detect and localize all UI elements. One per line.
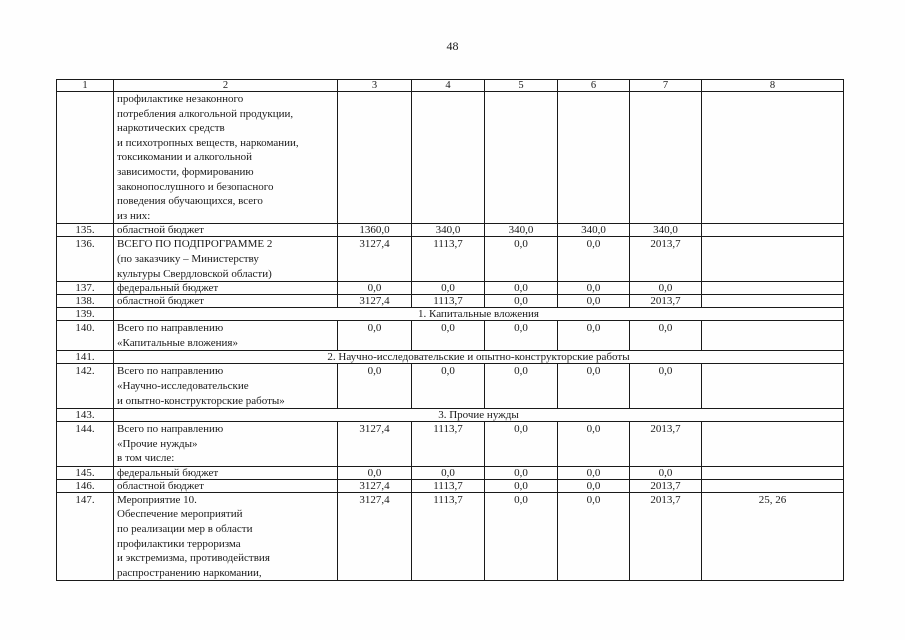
row-name: Всего по направлению «Прочие нужды» в том числе: (114, 422, 338, 467)
value-cell: 0,0 (630, 321, 702, 351)
value-cell: 0,0 (485, 492, 558, 581)
value-cell: 2013,7 (630, 479, 702, 492)
value-cell: 3127,4 (338, 479, 412, 492)
reference-cell (702, 466, 844, 479)
column-header: 7 (630, 80, 702, 92)
row-name: федеральный бюджет (114, 282, 338, 295)
value-cell: 340,0 (412, 224, 485, 237)
reference-cell (702, 295, 844, 308)
value-cell: 0,0 (412, 321, 485, 351)
section-title: 2. Научно-исследовательские и опытно-конструкторские работы (114, 351, 844, 364)
reference-cell (702, 479, 844, 492)
value-cell: 0,0 (558, 237, 630, 282)
table-row (57, 92, 844, 224)
value-cell: 0,0 (485, 295, 558, 308)
column-header: 4 (412, 80, 485, 92)
table-row (57, 422, 844, 467)
value-cell: 2013,7 (630, 422, 702, 467)
value-cell: 0,0 (558, 295, 630, 308)
section-row (57, 409, 844, 422)
table-row (57, 492, 844, 581)
section-row (57, 351, 844, 364)
row-number: 139. (57, 308, 114, 321)
value-cell: 340,0 (558, 224, 630, 237)
row-number: 135. (57, 224, 114, 237)
table-body (57, 92, 844, 581)
value-cell: 0,0 (485, 479, 558, 492)
reference-cell (702, 92, 844, 224)
value-cell: 1113,7 (412, 295, 485, 308)
value-cell: 0,0 (630, 466, 702, 479)
value-cell: 0,0 (558, 479, 630, 492)
row-name: Всего по направлению «Научно-исследовательские и опытно-конструкторские работы» (114, 364, 338, 409)
row-name: федеральный бюджет (114, 466, 338, 479)
column-header: 1 (57, 80, 114, 92)
row-number: 143. (57, 409, 114, 422)
value-cell: 0,0 (630, 282, 702, 295)
reference-cell (702, 422, 844, 467)
value-cell (412, 92, 485, 224)
value-cell: 0,0 (485, 422, 558, 467)
value-cell (630, 92, 702, 224)
value-cell: 0,0 (558, 422, 630, 467)
header-row (57, 80, 844, 92)
column-header: 5 (485, 80, 558, 92)
value-cell: 0,0 (485, 364, 558, 409)
row-number (57, 92, 114, 224)
value-cell: 0,0 (485, 282, 558, 295)
row-number: 147. (57, 492, 114, 581)
row-number: 141. (57, 351, 114, 364)
section-title: 1. Капитальные вложения (114, 308, 844, 321)
reference-cell (702, 321, 844, 351)
value-cell: 0,0 (338, 321, 412, 351)
section-row (57, 308, 844, 321)
row-name: ВСЕГО ПО ПОДПРОГРАММЕ 2 (по заказчику – Министерству культуры Свердловской области) (114, 237, 338, 282)
value-cell: 1113,7 (412, 237, 485, 282)
row-name: областной бюджет (114, 479, 338, 492)
row-number: 146. (57, 479, 114, 492)
value-cell: 340,0 (630, 224, 702, 237)
value-cell: 0,0 (485, 466, 558, 479)
value-cell: 0,0 (558, 321, 630, 351)
value-cell: 2013,7 (630, 295, 702, 308)
value-cell: 3127,4 (338, 295, 412, 308)
value-cell: 3127,4 (338, 237, 412, 282)
value-cell: 0,0 (338, 364, 412, 409)
value-cell: 0,0 (412, 364, 485, 409)
column-header: 2 (114, 80, 338, 92)
value-cell: 0,0 (558, 282, 630, 295)
value-cell: 2013,7 (630, 492, 702, 581)
value-cell: 0,0 (558, 492, 630, 581)
value-cell: 0,0 (338, 282, 412, 295)
row-number: 145. (57, 466, 114, 479)
value-cell (338, 92, 412, 224)
row-name: Всего по направлению «Капитальные вложения» (114, 321, 338, 351)
reference-cell (702, 364, 844, 409)
column-header: 8 (702, 80, 844, 92)
row-name: Мероприятие 10. Обеспечение мероприятий по реализации мер в области профилактики терроризма и экстремизма, противодействия распространению наркомании, (114, 492, 338, 581)
value-cell: 0,0 (630, 364, 702, 409)
table-row (57, 479, 844, 492)
value-cell: 1113,7 (412, 479, 485, 492)
column-header: 3 (338, 80, 412, 92)
section-title: 3. Прочие нужды (114, 409, 844, 422)
value-cell: 0,0 (338, 466, 412, 479)
table-row (57, 466, 844, 479)
value-cell: 2013,7 (630, 237, 702, 282)
row-number: 144. (57, 422, 114, 467)
page-number: 48 (446, 39, 459, 53)
row-name: профилактике незаконного потребления алкогольной продукции, наркотических средств и психотропных веществ, наркомании, токсикомании и алкогольной зависимости, формированию законопослушного и безопасного поведения обучающихся, всего из них: (114, 92, 338, 224)
value-cell: 1113,7 (412, 422, 485, 467)
column-header: 6 (558, 80, 630, 92)
row-number: 142. (57, 364, 114, 409)
value-cell: 0,0 (485, 237, 558, 282)
value-cell: 0,0 (412, 466, 485, 479)
reference-cell (702, 282, 844, 295)
value-cell: 0,0 (558, 364, 630, 409)
reference-cell (702, 224, 844, 237)
value-cell (558, 92, 630, 224)
table-row (57, 237, 844, 282)
budget-table (56, 79, 844, 581)
value-cell: 1113,7 (412, 492, 485, 581)
value-cell: 0,0 (412, 282, 485, 295)
table-row (57, 321, 844, 351)
row-number: 137. (57, 282, 114, 295)
row-number: 140. (57, 321, 114, 351)
value-cell (485, 92, 558, 224)
table-row (57, 224, 844, 237)
table-row (57, 295, 844, 308)
table-row (57, 364, 844, 409)
row-name: областной бюджет (114, 295, 338, 308)
row-number: 136. (57, 237, 114, 282)
row-number: 138. (57, 295, 114, 308)
row-name: областной бюджет (114, 224, 338, 237)
value-cell: 0,0 (558, 466, 630, 479)
value-cell: 3127,4 (338, 492, 412, 581)
value-cell: 3127,4 (338, 422, 412, 467)
table-row (57, 282, 844, 295)
value-cell: 0,0 (485, 321, 558, 351)
reference-cell (702, 237, 844, 282)
reference-cell: 25, 26 (702, 492, 844, 581)
value-cell: 1360,0 (338, 224, 412, 237)
value-cell: 340,0 (485, 224, 558, 237)
